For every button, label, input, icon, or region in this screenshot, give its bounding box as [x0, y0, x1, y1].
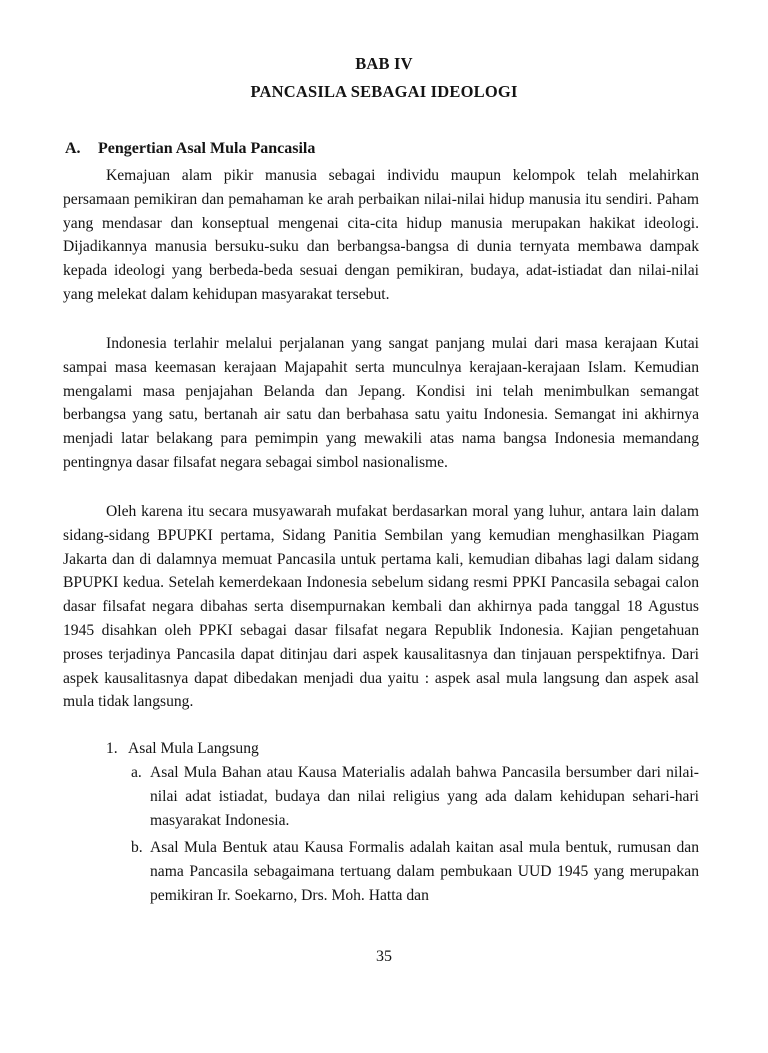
- paragraph-3: Oleh karena itu secara musyawarah mufakat berdasarkan moral yang luhur, antara lain dalam sidang-sidang BPUPKI pertama, Sidang Panitia Sembilan yang kemudian menghasilkan Piagam Jakarta dan di dalamnya memuat Pancasila untuk pertama kali, kemudian dibahas lagi dalam sidang BPUPKI kedua. Setelah kemerdekaan Indonesia sebelum sidang resmi PPKI Pancasila sebagai calon dasar filsafat negara dibahas serta disempurnakan kembali dan akhirnya pada tanggal 18 Agustus 1945 disahkan oleh PPKI sebagai dasar filsafat negara Republik Indonesia. Kajian pengetahuan proses terjadinya Pancasila dapat ditinjau dari aspek kausalitasnya dan tinjauan perspektifnya. Dari aspek kausalitasnya dapat dibedakan menjadi dua yaitu : aspek asal mula langsung dan aspek asal mula tidak langsung.: [63, 503, 699, 711]
- list-item: [131, 836, 699, 907]
- paragraph-2: Indonesia terlahir melalui perjalanan yang sangat panjang mulai dari masa kerajaan Kutai sampai masa keemasan kerajaan Majapahit serta munculnya kerajaan-kerajaan Islam. Kemudian mengalami masa penjajahan Belanda dan Jepang. Kondisi ini telah menimbulkan semangat berbangsa yang satu, bertanah air satu dan berbahasa satu yaitu Indonesia. Semangat ini akhirnya menjadi latar belakang para pemimpin yang mewakili atas nama bangsa Indonesia memandang pentingnya dasar filsafat negara sebagai simbol nasionalisme.: [63, 335, 699, 471]
- list-item-text: Asal Mula Bentuk atau Kausa Formalis adalah kaitan asal mula bentuk, rumusan dan nama Pancasila sebagaimana tertuang dalam pembukaan UUD 1945 yang merupakan pemikiran Ir. Soekarno, Drs. Moh. Hatta dan: [150, 839, 699, 904]
- section-heading: [65, 140, 315, 158]
- list-item-text: Asal Mula Bahan atau Kausa Materialis adalah bahwa Pancasila bersumber dari nilai-nilai adat istiadat, budaya dan nilai religius yang ada dalam kehidupan sehari-hari masyarakat Indonesia.: [150, 764, 699, 829]
- chapter-title: PANCASILA SEBAGAI IDEOLOGI: [250, 82, 518, 101]
- paragraph-1: Kemajuan alam pikir manusia sebagai individu maupun kelompok telah melahirkan persamaan pemikiran dan pemahaman ke arah perbaikan nilai-nilai hidup manusia itu sendiri. Paham yang mendasar dan konseptual mengenai cita-cita hidup manusia merupakan hakikat ideologi. Dijadikannya manusia bersuku-suku dan berbangsa-bangsa di dunia ternyata membawa dampak kepada ideologi yang berbeda-beda sesuai dengan pemikiran, budaya, adat-istiadat dan nilai-nilai yang melekat dalam kehidupan masyarakat tersebut.: [63, 167, 699, 303]
- list-heading: [106, 737, 259, 761]
- section-number: A.: [65, 140, 81, 157]
- list-number: 1.: [106, 740, 118, 757]
- section-title: Pengertian Asal Mula Pancasila: [98, 140, 316, 157]
- list-item: [131, 761, 699, 832]
- list-item-letter: b.: [131, 839, 143, 856]
- list-label: Asal Mula Langsung: [128, 740, 259, 757]
- list-item-letter: a.: [131, 764, 142, 781]
- chapter-number: BAB IV: [355, 54, 413, 73]
- page-number: 35: [376, 948, 392, 965]
